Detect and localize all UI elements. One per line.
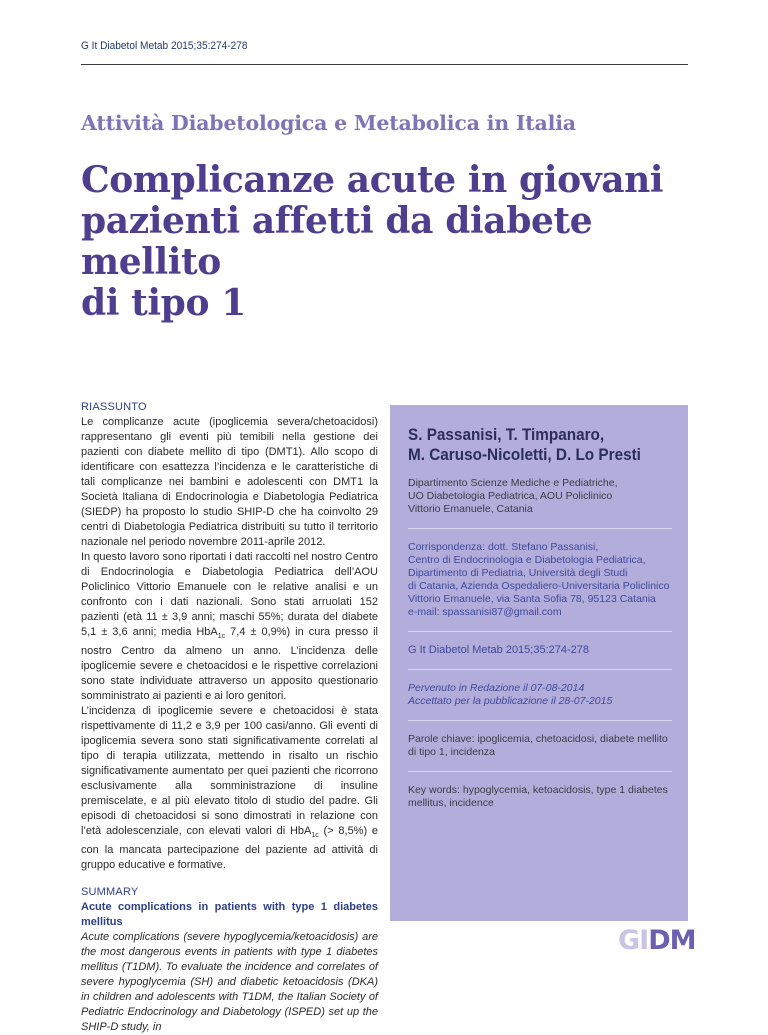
sidebar-divider	[408, 528, 672, 529]
keywords-italian	[408, 733, 672, 759]
received-date: Pervenuto in Redazione il 07-08-2014	[408, 682, 585, 694]
author-list	[408, 425, 669, 465]
accepted-date: Accettato per la pubblicazione il 28-07-2015	[408, 695, 613, 707]
summary-subtitle: Acute complications in patients with type 1 diabetes mellitus	[81, 901, 378, 929]
corr-line-2: Centro di Endocrinologia e Diabetologia Pediatrica,	[408, 554, 646, 566]
correspondence	[408, 541, 672, 619]
corr-line-1: Corrispondenza: dott. Stefano Passanisi,	[408, 541, 599, 553]
article-info-sidebar	[390, 405, 688, 921]
authors-line-2: M. Caruso-Nicoletti, D. Lo Presti	[408, 445, 641, 464]
logo-letter-i: I	[639, 925, 649, 956]
abstract-column	[81, 400, 378, 1035]
summary-paragraph: Acute complications (severe hypoglycemia/ketoacidosis) are the most dangerous events in patients with type 1 diabetes mellitus (T1DM). To evaluate the incidence and correlates of severe hypoglycemia (SH) and diabetic ketoacidosis (DKA) in children and adolescents with T1DM, the Italian Society of Pediatric Endocrinology and Diabetology (ISPED) set up the SHIP-D study, in	[81, 931, 378, 1034]
hba1c-subscript: 1c	[217, 633, 226, 641]
corr-line-4: di Catania, Azienda Ospedaliero-Universitaria Policlinico	[408, 580, 670, 592]
sidebar-divider	[408, 631, 672, 632]
riassunto-paragraph-3-text-a: L’incidenza di ipoglicemie severe e chetoacidosi è stata rispettivamente di 11,2 e 3,9 per 100 casi/anno. Gli eventi di ipoglicemia severa sono stati significativamente correlati al tipo di terapia utilizzata, mettendo in risalto un rischio significativamente aumentato per quei pazienti che ricorrono esclusivamente alla somministrazione di insuline premiscelate, e al più elevato titolo di studio del padre. Gli episodi di chetoacidosi si sono dimostrati in relazione con l’età adolescenziale, con elevati valori di HbA	[81, 705, 378, 838]
affiliation	[408, 477, 672, 516]
sidebar-divider	[408, 669, 672, 670]
article-title	[81, 160, 701, 324]
title-line-2: pazienti affetti da diabete mellito	[81, 200, 593, 283]
riassunto-paragraph-1: Le complicanze acute (ipoglicemia severa/chetoacidosi) rappresentano gli eventi più temibili nella gestione dei pazienti con diabete mellito di tipo (DMT1). Allo scopo di identificare con esattezza l’incidenza e le caratteristiche di tali complicanze nei bambini e adolescenti con DMT1 la Società Italiana di Endocrinologia e Diabetologia Pediatrica (SIEDP) ha proposto lo studio SHIP-D che ha coinvolto 29 centri di Diabetologia Pediatrica distribuiti su tutto il territorio nazionale nel periodo novembre 2011-aprile 2012.	[81, 416, 378, 548]
sidebar-journal-ref-text: G It Diabetol Metab 2015;35:274-278	[408, 644, 590, 656]
riassunto-paragraph-2	[81, 550, 378, 704]
email-link[interactable]: e-mail: spassanisi87@gmail.com	[408, 606, 562, 618]
keywords-it-text: Parole chiave: ipoglicemia, chetoacidosi, diabete mellito di tipo 1, incidenza	[408, 733, 668, 758]
logo-letter-g: G	[618, 925, 640, 956]
dates	[408, 682, 672, 708]
riassunto-paragraph-2-text-b: 7,4 ± 0,9%) in cura presso il nostro Centro da almeno un anno. L’incidenza delle ipoglicemie severe e chetoacidosi e le rispettive correlazioni sono state individuate attraverso un apposito questionario somministrato ai pazienti e ai loro genitori.	[81, 626, 378, 703]
logo-letters-dm: DM	[648, 925, 696, 956]
gidm-logo	[618, 925, 696, 956]
summary-heading: SUMMARY	[81, 886, 139, 899]
hba1c-subscript-2: 1c	[311, 832, 319, 840]
keywords-en-text: Key words: hypoglycemia, ketoacidosis, type 1 diabetes mellitus, incidence	[408, 784, 668, 809]
riassunto-heading: RIASSUNTO	[81, 401, 147, 413]
keywords-english	[408, 784, 672, 810]
title-line-3: di tipo 1	[81, 282, 246, 324]
riassunto-paragraph-2-text-a: In questo lavoro sono riportati i dati raccolti nel nostro Centro di Endocrinologia e Diabetologia Pediatrica dell’AOU Policlinico Vittorio Emanuele con le relative analisi e un confronto con i dati nazionali. Sono stati arruolati 152 pazienti (età 11 ± 3,9 anni; maschi 55%; durata del diabete 5,1 ± 3,6 anni; media HbA	[81, 551, 378, 638]
affiliation-line-3: Vittorio Emanuele, Catania	[408, 503, 533, 515]
riassunto-paragraph-3-text-b: (> 8,5%) e con la mancata partecipazione del paziente ad attività di gruppo educative e formative.	[81, 825, 379, 872]
corr-line-3: Dipartimento di Pediatria, Università degli Studi	[408, 567, 628, 579]
corr-line-5: Vittorio Emanuele, via Santa Sofia 78, 95123 Catania	[408, 593, 656, 605]
sidebar-journal-ref	[408, 644, 672, 657]
riassunto-paragraph-3	[81, 704, 378, 873]
title-line-1: Complicanze acute in giovani	[81, 159, 664, 201]
affiliation-line-2: UO Diabetologia Pediatrica, AOU Policlinico	[408, 490, 613, 502]
affiliation-line-1: Dipartimento Scienze Mediche e Pediatriche,	[408, 477, 618, 489]
journal-reference-header: G It Diabetol Metab 2015;35:274-278	[81, 40, 248, 52]
header-divider	[81, 64, 688, 65]
section-header: Attività Diabetologica e Metabolica in Italia	[81, 111, 576, 135]
sidebar-divider	[408, 771, 672, 772]
authors-line-1: S. Passanisi, T. Timpanaro,	[408, 425, 605, 444]
sidebar-divider	[408, 720, 672, 721]
